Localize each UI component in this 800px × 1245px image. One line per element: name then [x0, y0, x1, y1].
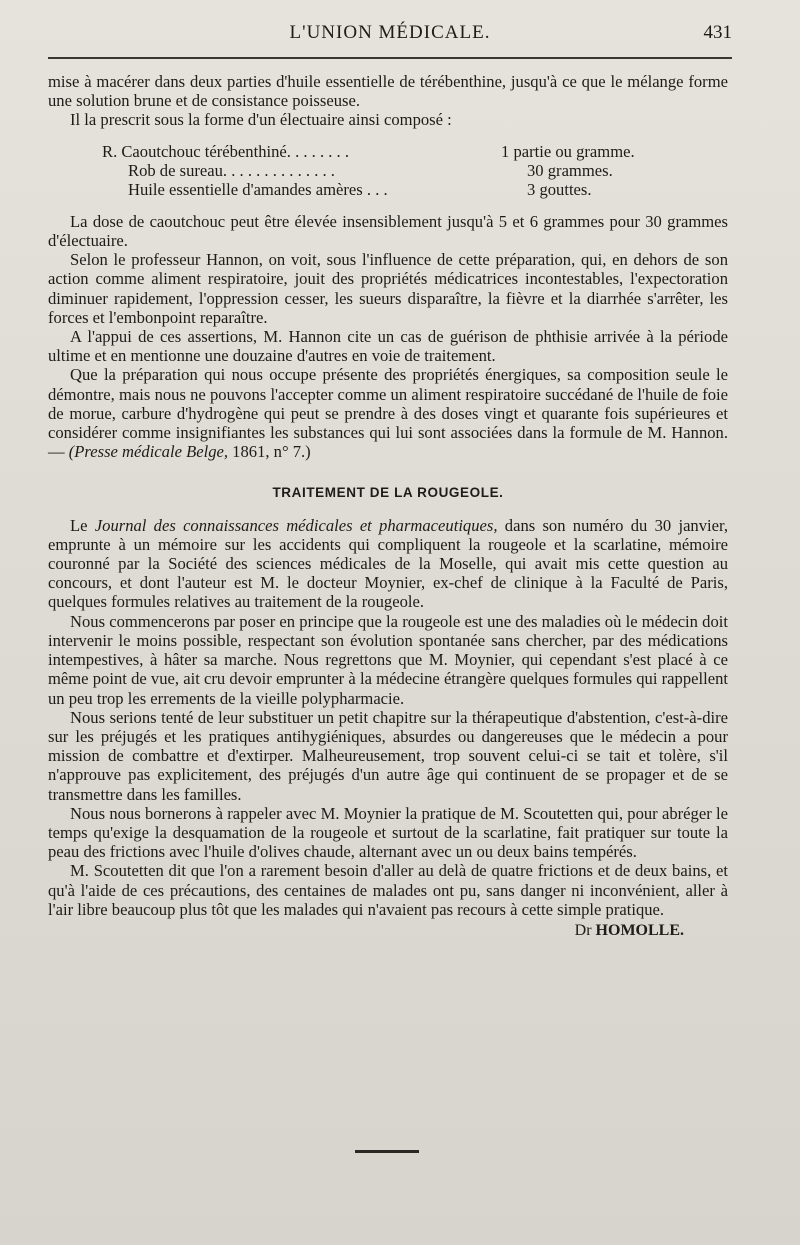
header-rule [48, 57, 732, 59]
electuary-formula [48, 142, 728, 200]
formula-dose: 30 grammes. [527, 161, 613, 181]
signature-name: HOMOLLE. [595, 921, 684, 939]
paragraph-principe: Nous commencerons par poser en principe que la rougeole est une des maladies où le médecin doit intervenir le moins possible, respectant son évolution spontanée sans chercher, par des médications intempestives, à hâter sa marche. Nous regrettons que M. Moynier, qui cependant s'est placé à ce même point de vue, ait cru devoir emprunter à la médecine étrangère quelques formules qui rappellent un peu trop les errements de la vieille polypharmacie. [48, 611, 728, 708]
formula-ingredient: R. Caoutchouc térébenthiné. . . . . . . . [102, 141, 350, 161]
paragraph-intro: mise à macérer dans deux parties d'huile essentielle de térébenthine, jusqu'à ce que le mélange forme une solution brune et de consistance poisseuse. [48, 72, 728, 111]
preparation-text: Que la préparation qui nous occupe présente des propriétés énergiques, sa composition seule le démontre, mais nous ne pouvons l'accepter comme un aliment respiratoire succédané de l'huile de foie de morue, carbure d'hydrogène qui peut se prendre à des doses vingt et quarante fois supérieures et considérer comme insignifiantes les substances qui lui sont associées dans la formule de M. Hannon. — [48, 365, 728, 462]
paragraph-hannon: Selon le professeur Hannon, on voit, sous l'influence de cette préparation, qui, en dehors de son action comme aliment respiratoire, jouit des propriétés médicatrices incontestables, l'expectoration diminuer rapidement, l'oppression cesser, les sueurs disparaître, la fièvre et la diarrhée s'arrêter, les forces et l'embonpoint reparaître. [48, 250, 728, 327]
author-signature [48, 921, 728, 940]
running-head [48, 22, 732, 52]
formula-ingredient: Huile essentielle d'amandes amères . . . [128, 180, 388, 200]
formula-dose: 1 partie ou gramme. [501, 141, 635, 161]
paragraph-dit: M. Scoutetten dit que l'on a rarement besoin d'aller au delà de quatre frictions et de deux bains, et qu'à l'aide de ces précautions, des centaines de malades ont pu, sans danger ni inconvénient, aller à l'air libre beaucoup plus tôt que les malades qui n'avaient pas recours à cette simple pratique. [48, 861, 728, 919]
paragraph-dose: La dose de caoutchouc peut être élevée insensiblement jusqu'à 5 et 6 grammes pour 30 grammes d'électuaire. [48, 211, 728, 251]
journal-title: L'UNION MÉDICALE. [289, 22, 491, 43]
end-rule [355, 1150, 419, 1153]
formula-row [48, 180, 728, 199]
paragraph-chapitre: Nous serions tenté de leur substituer un petit chapitre sur la thérapeutique d'abstention, c'est-à-dire sur les préjugés et les pratiques antihygiéniques, absurdes ou dangereuses que le médecin a pour mission de combattre et d'extirper. Malheureusement, trop souvent celui-ci se tait et tolère, s'il n'approuve pas explicitement, des préjugés d'un autre âge qui continuent de se propager et de se transmettre dans les familles. [48, 707, 728, 804]
journal-name: Journal des connaissances médicales et pharmaceutiques, [94, 515, 498, 535]
paragraph-rougeole [48, 516, 728, 612]
paragraph-prescription: Il la prescrit sous la forme d'un électuaire ainsi composé : [70, 110, 452, 130]
rougeole-lead: Le [70, 515, 88, 535]
citation-source: (Presse médicale Belge, [68, 442, 229, 462]
formula-dose: 3 gouttes. [527, 180, 592, 200]
section-title: TRAITEMENT DE LA ROUGEOLE. [272, 485, 504, 501]
paragraph-preparation [48, 365, 728, 461]
citation-rest: 1861, n° 7.) [232, 442, 311, 462]
paragraph-appui: A l'appui de ces assertions, M. Hannon cite un cas de guérison de phthisie arrivée à la période ultime et en mentionne une douzaine d'autres en voie de traitement. [48, 327, 728, 366]
formula-ingredient: Rob de sureau. . . . . . . . . . . . . . [128, 161, 335, 181]
formula-row [48, 161, 728, 180]
article-body [48, 72, 728, 940]
signature-prefix: Dr [574, 921, 592, 939]
paragraph-scoutetten: Nous nous bornerons à rappeler avec M. Moynier la pratique de M. Scoutetten qui, pour abréger le temps qu'exige la desquamation de la rougeole et surtout de la scarlatine, fait pratiquer sur toute la peau des frictions avec l'huile d'olives chaude, alternant avec un ou deux bains tempérés. [48, 803, 728, 862]
rougeole-text: dans son numéro du 30 janvier, emprunte à un mémoire sur les accidents qui compliquent la rougeole et la scarlatine, mémoire couronné par la Société des sciences médicales de la Moselle, qui avait mis cette question au concours, et dont l'auteur est M. le docteur Moynier, ex-chef de clinique à la Faculté de Paris, quelques formules relatives au traitement de la rougeole. [48, 515, 729, 612]
page-number: 431 [703, 22, 732, 43]
formula-row [48, 142, 728, 161]
